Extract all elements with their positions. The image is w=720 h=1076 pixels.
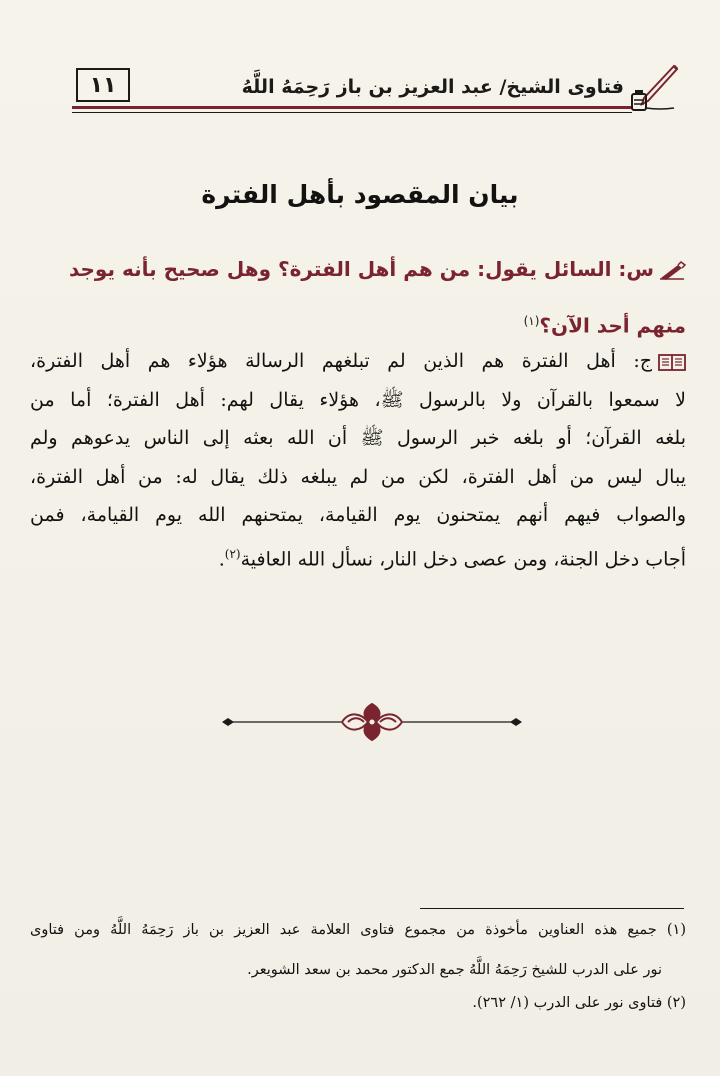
writing-hand-icon [658,261,686,281]
answer-text-1: ج: أهل الفترة هم الذين لم تبلغهم الرسالة هؤلاء هم أهل الفترة، [30,350,652,372]
open-book-icon [658,352,686,372]
footnote-2: (٢) فتاوى نور على الدرب (١/ ٢٦٢). [472,995,686,1011]
page-number: ١١ [76,68,130,102]
question-block [34,243,686,352]
footnote-1-line-2: نور على الدرب للشيخ رَحِمَهُ اللَّهُ جمع الدكتور محمد بن سعد الشويعر. [247,962,662,978]
pen-inkwell-icon [630,64,682,114]
answer-line-5: والصواب فيهم أنهم يمتحنون يوم القيامة، يمتحنهم الله يوم القيامة، فمن [30,504,686,526]
footnote-ref-1: (١) [523,314,540,328]
answer-line-2: لا سمعوا بالقرآن ولا بالرسول ﷺ، هؤلاء يقال لهم: أهل الفترة؛ أما من [30,388,686,411]
footnotes [30,902,686,1018]
answer-text-6: أجاب دخل الجنة، ومن عصى دخل النار، نسأل الله العافية [240,547,686,570]
footnote-1-line-1: (١) جميع هذه العناوين مأخوذة من مجموع فتاوى العلامة عبد العزيز بن باز رَحِمَهُ اللَّهُ ومن فتاوى [30,922,686,938]
answer-line-3: بلغه القرآن؛ أو بلغه خبر الرسول ﷺ أن الله بعثه إلى الناس يدعوهم ولم [30,427,686,449]
answer-line-6: أجاب دخل الجنة، ومن عصى دخل النار، نسأل الله العافية$^{(٢)}$. [218,546,686,570]
footnote-ref-2: (٢) [224,546,241,561]
question-line-1 [34,243,686,295]
ornament-divider [222,700,522,744]
header-rule [72,106,632,109]
answer-line-1 [30,342,686,381]
answer-block [30,342,686,578]
running-title: فتاوى الشيخ/ عبد العزيز بن باز رَحِمَهُ اللَّهُ [241,76,624,98]
answer-line-4: يبال ليس من أهل الفترة، لكن من لم يبلغه ذلك يقال له: من أهل الفترة، [30,465,686,488]
question-text-2: منهم أحد الآن؟ [539,313,686,338]
section-title: بيان المقصود بأهل الفترة [201,180,519,209]
header-rule-thin [72,112,632,113]
question-text-1: س: السائل يقول: من هم أهل الفترة؟ وهل صحيح بأنه يوجد [68,257,654,281]
page-header [72,62,690,120]
